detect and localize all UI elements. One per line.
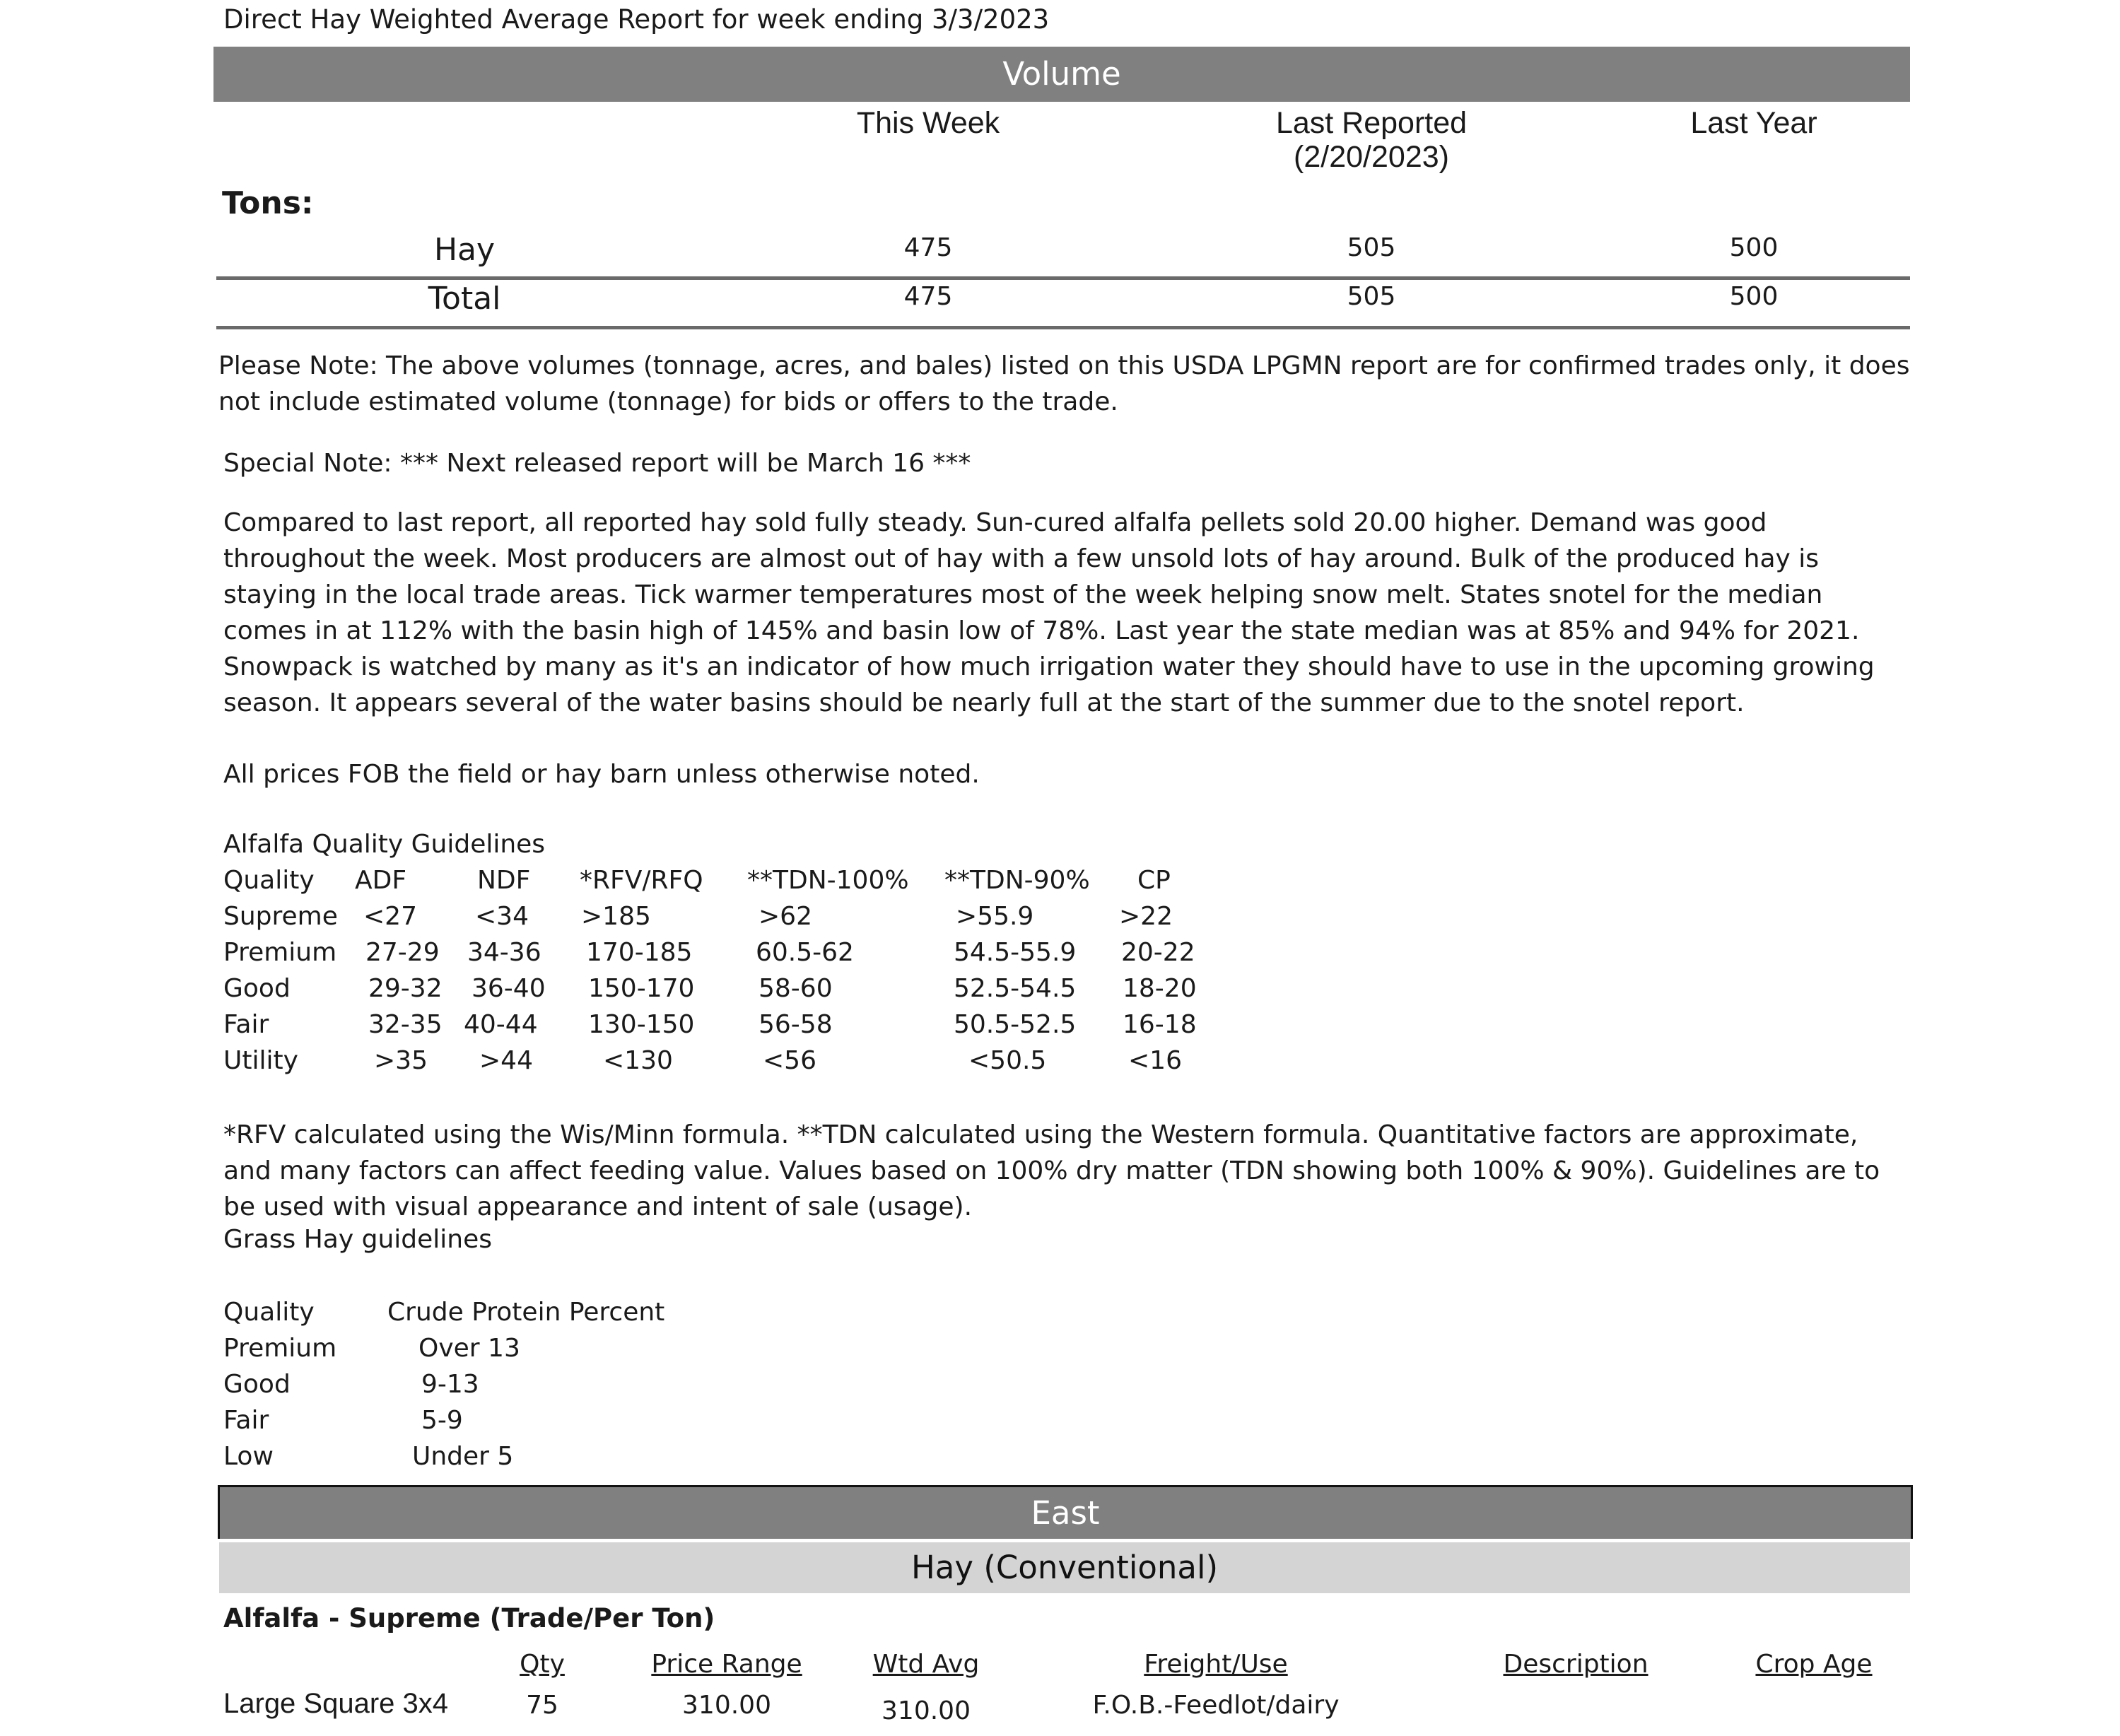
grass-row-cp: Under 5 — [412, 1442, 514, 1471]
alfalfa-header-tdn100: **TDN-100% — [747, 866, 909, 895]
alfalfa-header-ndf: NDF — [477, 866, 531, 895]
alfalfa-row-ndf: >44 — [479, 1046, 533, 1075]
volume-total-label: Total — [428, 281, 501, 317]
grass-row-quality: Good — [223, 1370, 291, 1399]
alfalfa-footnote: *RFV calculated using the Wis/Minn formula. **TDN calculated using the Western formula. Quantitative factors are approximate, and many factors can affect feeding value. Values based on 100% dry matter (TDN showing both 100% & 90%). Guidelines are to be used with visual appearance and intent of sale (usage). — [223, 1120, 1880, 1221]
alfalfa-row-quality: Fair — [223, 1010, 269, 1039]
alfalfa-row-adf: <27 — [363, 902, 417, 931]
alfalfa-row-ndf: <34 — [475, 902, 529, 931]
header-crop-age: Crop Age — [1755, 1650, 1873, 1679]
alfalfa-row-ndf: 36-40 — [472, 974, 546, 1003]
alfalfa-header-tdn90: **TDN-90% — [944, 866, 1090, 895]
alfalfa-row-cp: 16-18 — [1123, 1010, 1197, 1039]
alfalfa-row-adf: >35 — [374, 1046, 428, 1075]
grass-header-cp: Crude Protein Percent — [387, 1298, 665, 1327]
alfalfa-row-ndf: 40-44 — [464, 1010, 538, 1039]
alfalfa-row-cp: 20-22 — [1121, 938, 1195, 967]
alfalfa-header-quality: Quality — [223, 866, 315, 895]
alfalfa-row-tdn90: >55.9 — [956, 902, 1034, 931]
col-last-year: Last Year — [1690, 106, 1817, 140]
alfalfa-row-rfv: 130-150 — [588, 1010, 695, 1039]
header-freight-use: Freight/Use — [1144, 1650, 1288, 1679]
alfalfa-row-tdn90: 54.5-55.9 — [954, 938, 1077, 967]
alfalfa-header-cp: CP — [1137, 866, 1171, 895]
alfalfa-header-adf: ADF — [355, 866, 407, 895]
category-band — [219, 1542, 1910, 1593]
alfalfa-row-tdn90: <50.5 — [968, 1046, 1047, 1075]
alfalfa-row-tdn100: <56 — [763, 1046, 816, 1075]
volume-row-last-reported: 505 — [1347, 233, 1396, 262]
fob-note: All prices FOB the field or hay barn unless otherwise noted. — [223, 760, 980, 789]
alfalfa-row-rfv: <130 — [603, 1046, 673, 1075]
east-region-band — [218, 1485, 1913, 1539]
alfalfa-row-cp: >22 — [1119, 902, 1173, 931]
volume-row-this-week: 475 — [903, 233, 953, 262]
market-summary: Compared to last report, all reported hay sold fully steady. Sun-cured alfalfa pellets sold 20.00 higher. Demand was good throughout the week. Most producers are almost out of hay with a few unsold lots of hay around. Bulk of the produced hay is staying in the local trade areas. Tick warmer temperatures most of the week helping snow melt. States snotel for the median comes in at 112% with the basin high of 145% and basin low of 78%. Last year the state median was at 85% and 94% for 2021. Snowpack is watched by many as it's an indicator of how much irrigation water they should have to use in the upcoming growing season. It appears several of the water basins should be nearly full at the start of the summer due to the snotel report. — [223, 508, 1875, 717]
alfalfa-row-cp: <16 — [1128, 1046, 1182, 1075]
header-wtd-avg: Wtd Avg — [872, 1650, 980, 1679]
please-note: Please Note: The above volumes (tonnage, acres, and bales) listed on this USDA LPGMN report are for confirmed trades only, it does not include estimated volume (tonnage) for bids or offers to the trade. — [218, 351, 1910, 416]
alfalfa-row-quality: Premium — [223, 938, 337, 967]
grass-row-quality: Premium — [223, 1334, 337, 1363]
alfalfa-row-adf: 29-32 — [368, 974, 443, 1003]
volume-total-last-year: 500 — [1729, 282, 1779, 311]
col-last-reported-date: (2/20/2023) — [1294, 140, 1449, 174]
volume-band-label: Volume — [1002, 55, 1121, 93]
grass-row-cp: 5-9 — [421, 1406, 463, 1435]
alfalfa-row-quality: Utility — [223, 1046, 298, 1075]
grass-row-quality: Fair — [223, 1406, 269, 1435]
volume-total-this-week: 475 — [903, 282, 953, 311]
volume-bottom-rule — [216, 326, 1910, 329]
tons-label: Tons: — [222, 185, 314, 221]
east-region-label: East — [1031, 1494, 1100, 1532]
col-this-week: This Week — [856, 106, 1000, 140]
alfalfa-guidelines-title: Alfalfa Quality Guidelines — [223, 830, 546, 859]
alfalfa-row-rfv: 150-170 — [588, 974, 695, 1003]
alfalfa-row-tdn100: 60.5-62 — [756, 938, 854, 967]
volume-total-last-reported: 505 — [1347, 282, 1396, 311]
volume-band — [213, 47, 1910, 102]
header-description: Description — [1503, 1650, 1648, 1679]
alfalfa-row-rfv: 170-185 — [586, 938, 693, 967]
alfalfa-row-tdn100: 56-58 — [759, 1010, 833, 1039]
row-price-range: 310.00 — [682, 1691, 771, 1720]
alfalfa-row-tdn90: 52.5-54.5 — [954, 974, 1077, 1003]
alfalfa-row-quality: Good — [223, 974, 291, 1003]
alfalfa-row-ndf: 34-36 — [467, 938, 541, 967]
row-freight-use: F.O.B.-Feedlot/dairy — [1092, 1691, 1340, 1720]
alfalfa-row-tdn90: 50.5-52.5 — [954, 1010, 1077, 1039]
alfalfa-header-rfv: *RFV/RFQ — [580, 866, 703, 895]
alfalfa-row-adf: 27-29 — [365, 938, 440, 967]
header-price-range: Price Range — [651, 1650, 802, 1679]
header-qty: Qty — [520, 1650, 565, 1679]
alfalfa-row-quality: Supreme — [223, 902, 338, 931]
report-title: Direct Hay Weighted Average Report for week ending 3/3/2023 — [223, 4, 1050, 35]
alfalfa-row-tdn100: 58-60 — [759, 974, 833, 1003]
grass-row-quality: Low — [223, 1442, 274, 1471]
volume-row-last-year: 500 — [1729, 233, 1779, 262]
grass-row-cp: 9-13 — [421, 1370, 479, 1399]
grass-header-quality: Quality — [223, 1298, 315, 1327]
grass-guidelines-title: Grass Hay guidelines — [223, 1225, 492, 1254]
row-wtd-avg: 310.00 — [882, 1696, 971, 1725]
category-label: Hay (Conventional) — [910, 1549, 1219, 1586]
row-package: Large Square 3x4 — [223, 1688, 449, 1719]
row-qty: 75 — [526, 1691, 558, 1720]
product-title: Alfalfa - Supreme (Trade/Per Ton) — [223, 1603, 715, 1634]
col-last-reported: Last Reported — [1275, 106, 1468, 140]
special-note: Special Note: *** Next released report will be March 16 *** — [223, 449, 971, 478]
alfalfa-row-adf: 32-35 — [368, 1010, 443, 1039]
volume-row-label: Hay — [433, 232, 496, 268]
volume-divider — [216, 276, 1910, 280]
alfalfa-row-cp: 18-20 — [1123, 974, 1197, 1003]
alfalfa-row-tdn100: >62 — [759, 902, 812, 931]
grass-row-cp: Over 13 — [418, 1334, 520, 1363]
alfalfa-row-rfv: >185 — [581, 902, 651, 931]
